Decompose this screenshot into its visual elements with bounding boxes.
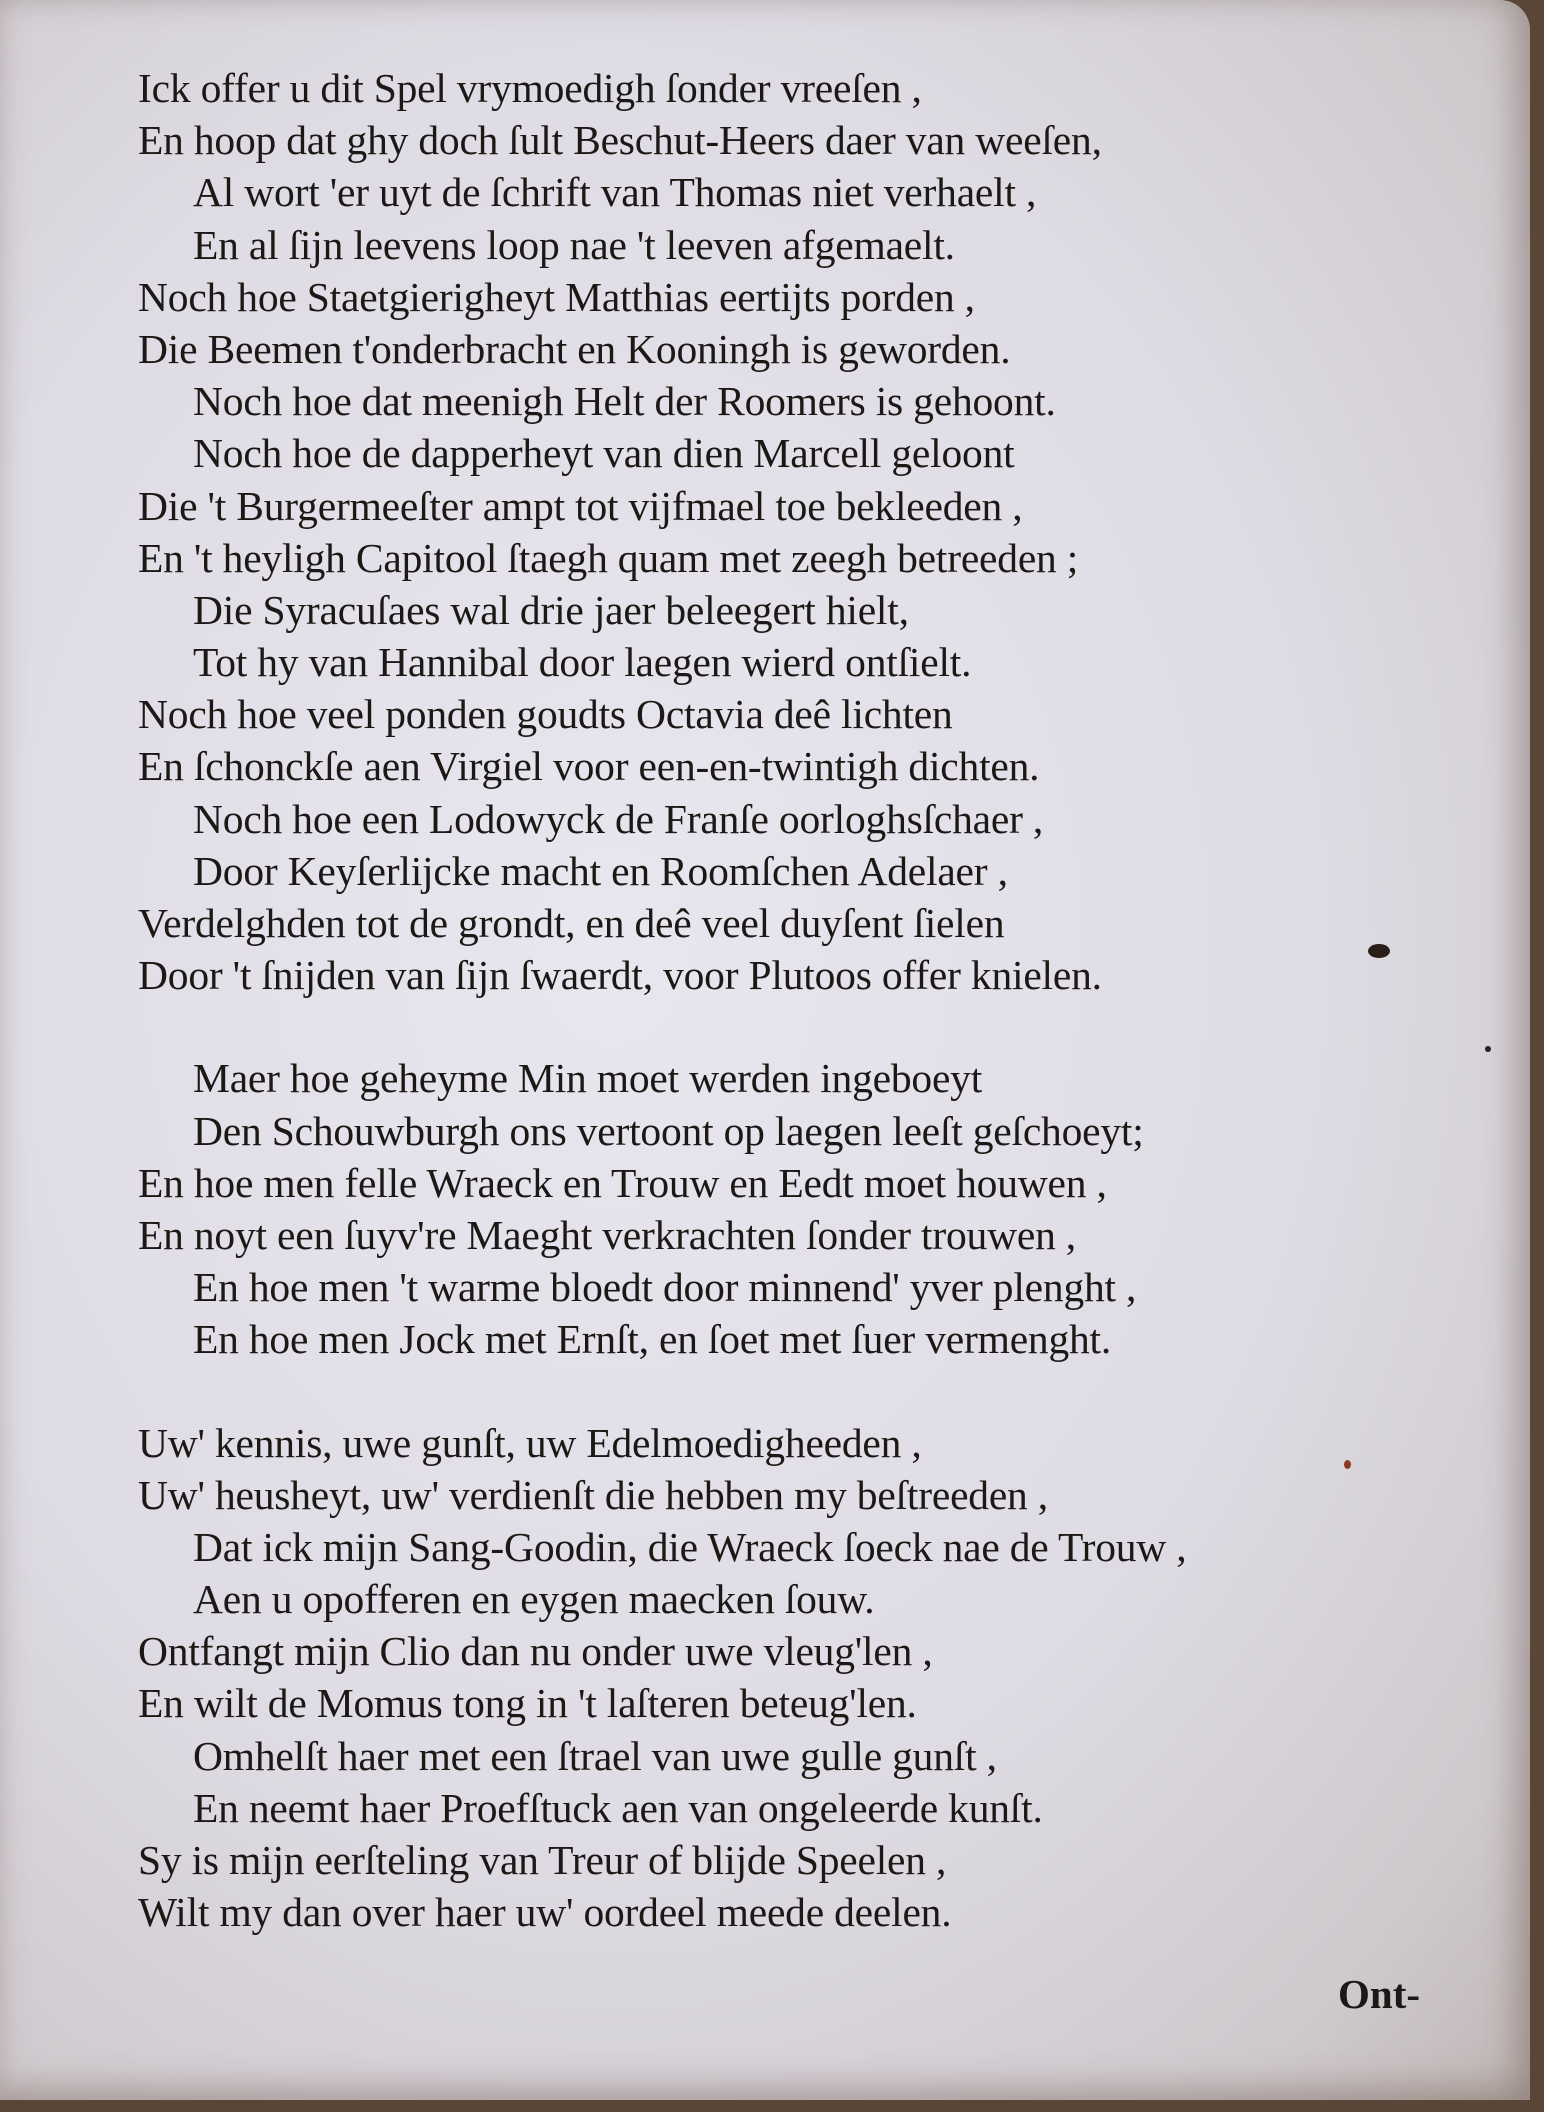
poem-line: Den Schouwburgh ons vertoont op laegen leeſt geſchoeyt;	[193, 1107, 1144, 1154]
poem-line: En 't heyligh Capitool ſtaegh quam met zeegh betreeden ;	[138, 534, 1079, 581]
poem-line: Sy is mijn eerſteling van Treur of blijde Speelen ,	[138, 1837, 947, 1883]
poem-line: Maer hoe geheyme Min moet werden ingeboeyt	[193, 1055, 983, 1102]
poem-line: Noch hoe een Lodowyck de Franſe oorloghsſchaer ,	[193, 795, 1044, 842]
poem-line: Ick offer u dit Spel vrymoedigh ſonder vreeſen ,	[138, 65, 922, 111]
poem-line: Noch hoe de dapperheyt van dien Marcell geloont	[193, 430, 1015, 477]
poem-line: Ontfangt mijn Clio dan nu onder uwe vleug'len ,	[138, 1628, 933, 1675]
stanza	[138, 62, 1508, 1001]
poem-line: Noch hoe dat meenigh Helt der Roomers is gehoont.	[193, 378, 1056, 425]
poem-line: Door 't ſnijden van ſijn ſwaerdt, voor Plutoos offer knielen.	[138, 952, 1102, 999]
poem-line: En al ſijn leevens loop nae 't leeven afgemaelt.	[193, 221, 955, 268]
poem-line: Aen u opofferen en eygen maecken ſouw.	[193, 1576, 875, 1623]
stanza	[138, 1052, 1508, 1365]
poem-line: Die Beemen t'onderbracht en Kooningh is geworden.	[138, 325, 1011, 372]
poem-line: Tot hy van Hannibal door laegen wierd ontſielt.	[193, 639, 972, 686]
poem-line: Noch hoe veel ponden goudts Octavia deê lichten	[138, 691, 953, 738]
poem-line: En hoop dat ghy doch ſult Beschut-Heers daer van weeſen,	[138, 117, 1102, 164]
catchword: Ont-	[1338, 1971, 1420, 2017]
stanza	[138, 1417, 1508, 1939]
poem-line: Wilt my dan over haer uw' oordeel meede deelen.	[138, 1889, 952, 1936]
poem-line: Noch hoe Staetgierigheyt Matthias eertijts porden ,	[138, 273, 975, 320]
poem-line: Verdelghden tot de grondt, en deê veel duyſent ſielen	[138, 900, 1005, 946]
poem-line: En wilt de Momus tong in 't laſteren beteug'len.	[138, 1680, 917, 1727]
poem-line: Die 't Burgermeeſter ampt tot vijfmael toe bekleeden ,	[138, 482, 1023, 529]
poem-line: En noyt een ſuyv're Maeght verkrachten ſonder trouwen ,	[138, 1211, 1076, 1258]
poem-line: Die Syracuſaes wal drie jaer beleegert hielt,	[193, 586, 909, 633]
poem-line: Dat ick mijn Sang-Goodin, die Wraeck ſoeck nae de Trouw ,	[193, 1523, 1187, 1570]
poem-line: En hoe men felle Wraeck en Trouw en Eedt moet houwen ,	[138, 1159, 1107, 1206]
poem-text	[138, 62, 1508, 1938]
poem-line: Al wort 'er uyt de ſchrift van Thomas niet verhaelt ,	[193, 169, 1037, 216]
poem-line: En hoe men 't warme bloedt door minnend' yver plenght ,	[193, 1264, 1137, 1311]
poem-line: En neemt haer Proefſtuck aen van ongeleerde kunſt.	[193, 1784, 1043, 1831]
poem-line: En hoe men Jock met Ernſt, en ſoet met ſuer vermenght.	[193, 1316, 1112, 1363]
poem-line: Uw' heusheyt, uw' verdienſt die hebben my beſtreeden ,	[138, 1471, 1048, 1518]
poem-line: Omhelſt haer met een ſtrael van uwe gulle gunſt ,	[193, 1732, 997, 1779]
poem-line: En ſchonckſe aen Virgiel voor een-en-twintigh dichten.	[138, 743, 1040, 790]
poem-line: Door Keyſerlijcke macht en Roomſchen Adelaer ,	[193, 847, 1008, 894]
poem-line: Uw' kennis, uwe gunſt, uw Edelmoedigheeden ,	[138, 1419, 922, 1466]
